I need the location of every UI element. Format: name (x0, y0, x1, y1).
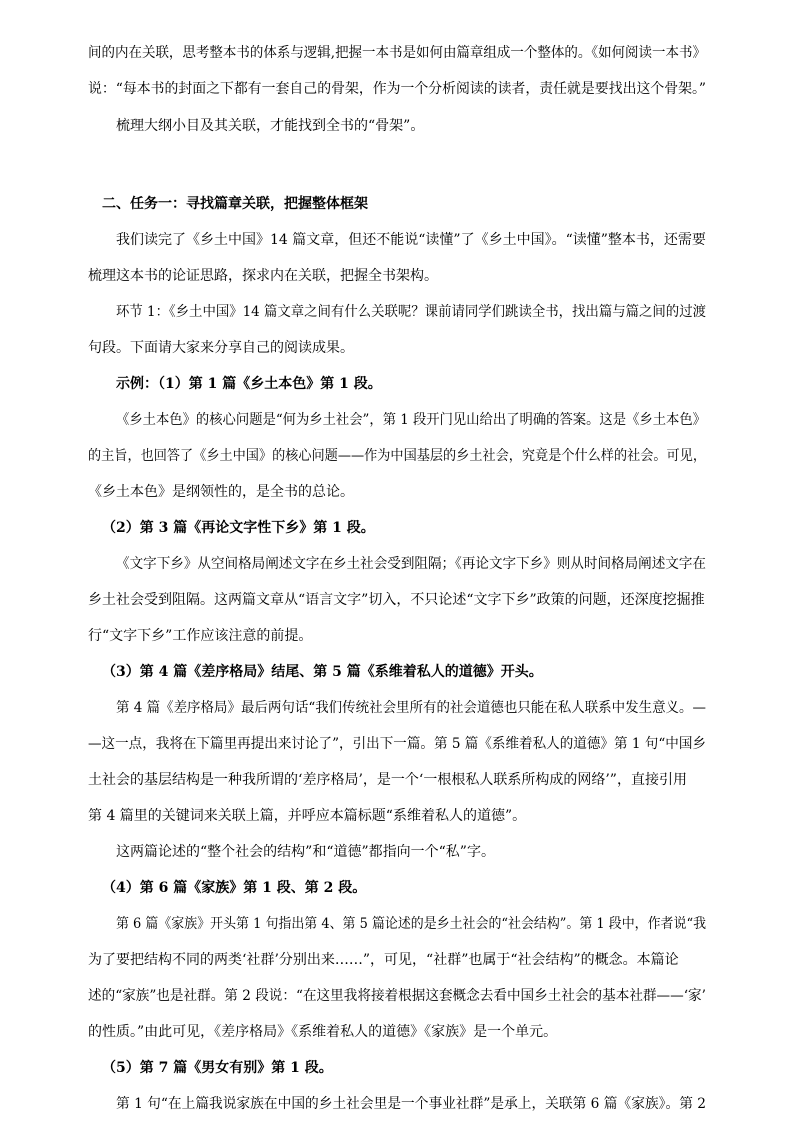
paragraph-line (0, 1022, 794, 1042)
example-3-line-3: 土社会的基层结构是一种我所谓的‘差序格局’，是一个‘一根根私人联系所构成的网络’”，直接引用 (88, 772, 687, 788)
example-4-line-1: 第 6 篇《家族》开头第 1 句指出第 4、第 5 篇论述的是乡土社会的“社会结构”。第 1 段中，作者说“我 (116, 916, 707, 932)
paragraph-line (0, 410, 794, 430)
section-2-p1-line-2: 梳理这本书的论证思路，探求内在关联，把握全书架构。 (88, 268, 438, 284)
paragraph-line (0, 338, 794, 358)
example-1-heading: 示例：（1）第 1 篇《乡土本色》第 1 段。 (116, 376, 382, 392)
paragraph-line (0, 842, 794, 862)
intro-line-1: 间的内在关联，思考整本书的体系与逻辑,把握一本书是如何由篇章组成一个整体的。《如何阅读一本书》 (88, 45, 706, 61)
intro-paragraph-line (0, 43, 794, 63)
paragraph-line (0, 302, 794, 322)
example-4-line-2: 为了要把结构不同的两类‘社群’分别出来……”，可见，“社群”也属于“社会结构”的概念。本篇论 (88, 952, 679, 968)
section-2-p2-line-1: 环节 1：《乡土中国》14 篇文章之间有什么关联呢？课前请同学们跳读全书，找出篇与篇之间的过渡 (116, 304, 706, 320)
example-2-heading: （2）第 3 篇《再论文字性下乡》第 1 段。 (102, 520, 375, 536)
example-1-line-2: 的主旨，也回答了《乡土中国》的核心问题——作为中国基层的乡土社会，究竟是个什么样的社会。可见， (88, 448, 706, 464)
example-3-line-4: 第 4 篇里的关键词来关联上篇，并呼应本篇标题“系维着私人的道德”。 (88, 808, 527, 824)
paragraph-line (0, 626, 794, 646)
example-1-line-3: 《乡土本色》是纲领性的，是全书的总论。 (88, 484, 354, 500)
example-2-line-1: 《文字下乡》从空间格局阐述文字在乡土社会受到阻隔；《再论文字下乡》则从时间格局阐述文字在 (116, 556, 706, 572)
example-4-heading: （4）第 6 篇《家族》第 1 段、第 2 段。 (102, 880, 367, 896)
section-2-heading: 二、任务一：寻找篇章关联，把握整体框架 (102, 196, 368, 212)
paragraph-line (0, 950, 794, 970)
example-5-heading: （5）第 7 篇《男女有别》第 1 段。 (102, 1060, 333, 1076)
example-2-line-2: 乡土社会受到阻隔。这两篇文章从“语言文字”切入，不只论述“文字下乡”政策的问题，还深度挖掘推 (88, 592, 705, 608)
example-heading (0, 518, 794, 538)
paragraph-line (0, 806, 794, 826)
intro-line-3: 梳理大纲小目及其关联，才能找到全书的“骨架”。 (116, 118, 425, 134)
example-2-line-3: 行“文字下乡”工作应该注意的前提。 (88, 628, 313, 644)
example-3-line-5: 这两篇论述的“整个社会的结构”和“道德”都指向一个“私”字。 (116, 844, 495, 860)
paragraph-line (0, 986, 794, 1006)
paragraph-line (0, 590, 794, 610)
example-4-line-4: 的性质。”由此可见，《差序格局》《系维着私人的道德》《家族》是一个单元。 (88, 1024, 558, 1040)
example-4-line-3: 述的“家族”也是社群。第 2 段说：“在这里我将接着根据这套概念去看中国乡土社会的基本社群——‘家’ (88, 988, 706, 1004)
paragraph-line (0, 446, 794, 466)
example-heading (0, 662, 794, 682)
example-3-heading: （3）第 4 篇《差序格局》结尾、第 5 篇《系维着私人的道德》开头。 (102, 664, 543, 680)
example-heading (0, 374, 794, 394)
section-2-p1-line-1: 我们读完了《乡土中国》14 篇文章，但还不能说“读懂”了《乡土中国》。“读懂”整本书，还需要 (116, 232, 706, 248)
example-1-line-1: 《乡土本色》的核心问题是“何为乡土社会”，第 1 段开门见山给出了明确的答案。这是《乡土本色》 (116, 412, 706, 428)
example-heading (0, 878, 794, 898)
example-heading (0, 1058, 794, 1078)
paragraph-line (0, 698, 794, 718)
paragraph-line (0, 914, 794, 934)
intro-line-2: 说：“每本书的封面之下都有一套自己的骨架，作为一个分析阅读的读者，责任就是要找出这个骨架。” (88, 81, 707, 97)
intro-paragraph-line (0, 79, 794, 99)
paragraph-line (0, 554, 794, 574)
example-3-line-1: 第 4 篇《差序格局》最后两句话“我们传统社会里所有的社会道德也只能在私人联系中发生意义。— (116, 700, 706, 716)
paragraph-line (0, 266, 794, 286)
paragraph-line (0, 770, 794, 790)
paragraph-line (0, 734, 794, 754)
section-heading (0, 194, 794, 214)
intro-paragraph-line (0, 116, 794, 136)
paragraph-line (0, 482, 794, 502)
example-5-line-1: 第 1 句“在上篇我说家族在中国的乡土社会里是一个事业社群”是承上，关联第 6 篇《家族》。第 2 (116, 1096, 707, 1112)
paragraph-line (0, 1094, 794, 1114)
example-3-line-2: —这一点，我将在下篇里再提出来讨论了”，引出下一篇。第 5 篇《系维着私人的道德》第 1 句“中国乡 (88, 736, 706, 752)
paragraph-line (0, 230, 794, 250)
section-2-p2-line-2: 句段。下面请大家来分享自己的阅读成果。 (88, 340, 354, 356)
